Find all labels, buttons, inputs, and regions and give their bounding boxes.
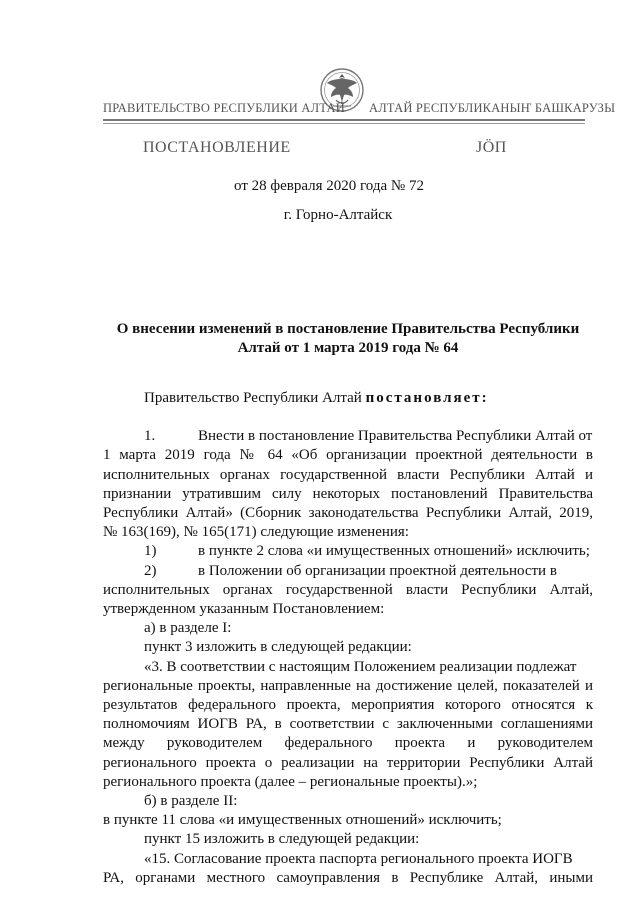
paragraph-1-text-1: Внести в постановление Правительства Республики Алтай от [198,428,593,445]
intro-emphasis: постановляет: [365,390,489,406]
quote-3-line-4: полномочиям ИОГВ РА, в соответствии с заключенными соглашениями [103,716,593,733]
item-1 [103,542,593,561]
header-rule-thick [103,119,585,121]
quote-3-line-5: между руководителем федерального проекта и руководителем [103,735,593,752]
item-2-line-2: исполнительных органах государственной власти Республики Алтай, [103,581,593,598]
intro-paragraph [103,389,593,408]
subsection-a-point-3: пункт 3 изложить в следующей редакции: [144,639,412,656]
item-2-line-3: утвержденном указанным Постановлением: [103,601,385,618]
item-2-line-1 [103,562,593,581]
quote-15-line-1: «15. Согласование проекта паспорта регионального проекта ИОГВ [144,850,573,867]
quote-3-line-7: регионального проекта (далее – региональные проекты).»; [103,773,478,790]
paragraph-1-line-6: № 163(169), № 165(171) следующие изменения: [103,524,409,541]
document-body [103,389,593,888]
subsection-b-point-11: в пункте 11 слова «и имущественных отношений» исключить; [103,812,502,829]
paragraph-1-line-5: Республики Алтай» (Сборник законодательства Республики Алтай, 2019, [103,505,593,522]
paragraph-1-number: 1. [144,428,156,445]
government-name-altai: АЛТАЙ РЕСПУБЛИКАНЫҤ БАШКАРУЗЫ [369,101,616,115]
document-date: от 28 февраля 2020 года № 72 [234,178,424,194]
subsection-b-label: б) в разделе II: [144,793,238,810]
paragraph-1-line-3: исполнительных органах государственной власти Республики Алтай и [103,466,593,483]
paragraph-1-line-2: 1 марта 2019 года № 64 «Об организации проектной деятельности в [103,447,593,464]
quote-3-line-2: региональные проекты, направленные на достижение целей, показателей и [103,677,593,694]
quote-3-line-1: «3. В соответствии с настоящим Положением реализации подлежат [144,658,577,675]
header-rule-thin [103,123,585,124]
item-2-number: 2) [144,562,157,579]
quote-15-line-2: РА, органами местного самоуправления в Республике Алтай, иными [103,869,593,886]
document-city: г. Горно-Алтайск [283,207,393,223]
document-type-altai: ЈӦП [476,139,507,156]
item-1-text: в пункте 2 слова «и имущественных отношений» исключить; [198,543,590,560]
item-2-text-1: в Положении об организации проектной деятельности в [198,562,557,579]
title-line-1: О внесении изменений в постановление Правительства Республики [116,321,580,337]
quote-3-line-6: регионального проекта о реализации на территории Республики Алтай [103,754,593,771]
document-title [103,320,593,358]
government-name-russian: ПРАВИТЕЛЬСТВО РЕСПУБЛИКИ АЛТАЙ [103,101,345,115]
item-1-number: 1) [144,543,157,560]
document-type-russian: ПОСТАНОВЛЕНИЕ [143,139,291,156]
paragraph-1-line-1 [103,427,593,446]
title-line-2: Алтай от 1 марта 2019 года № 64 [237,340,459,356]
subsection-a-label: а) в разделе I: [144,620,232,637]
quote-3-line-3: результатов федерального проекта, мероприятия которого относятся к [103,697,593,714]
intro-prefix: Правительство Республики Алтай [144,390,366,406]
paragraph-1-line-4: признании утратившим силу некоторых постановлений Правительства [103,485,593,502]
subsection-b-point-15: пункт 15 изложить в следующей редакции: [144,831,420,848]
